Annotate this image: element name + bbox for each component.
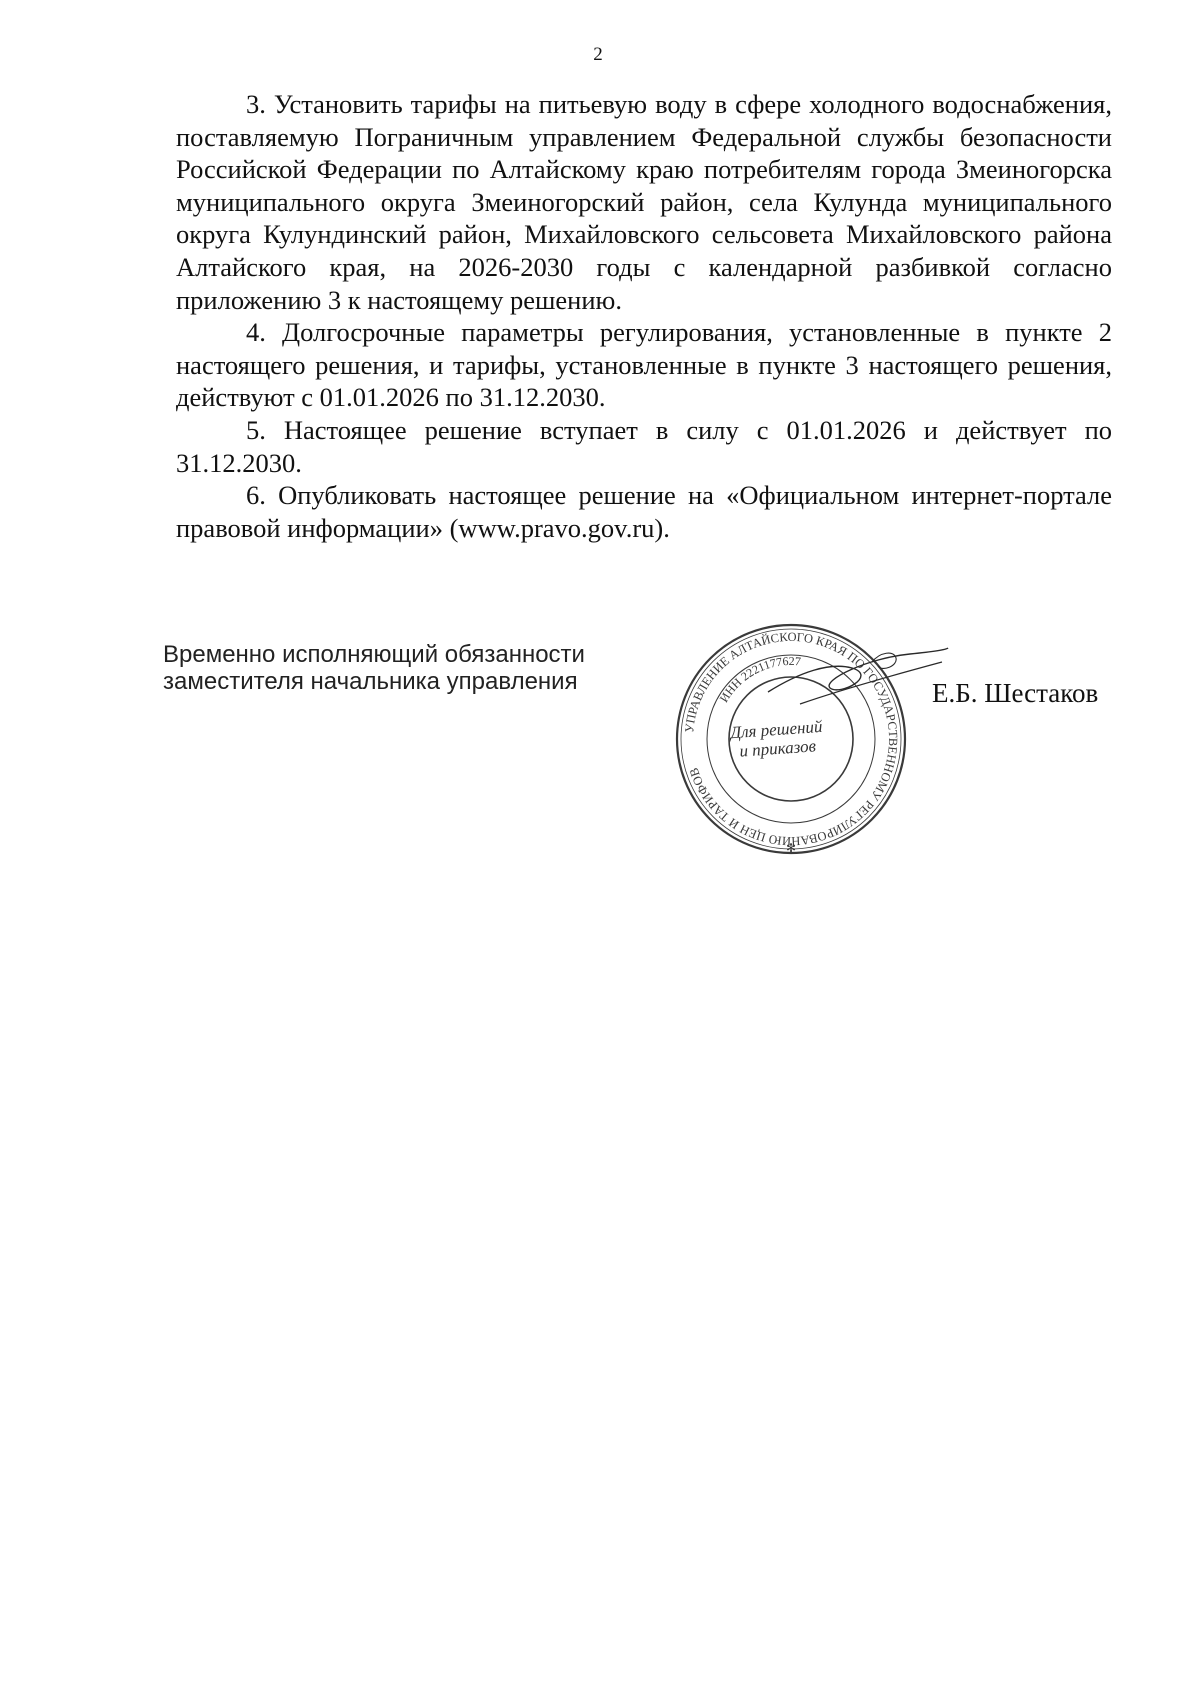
signer-role-line-2: заместителя начальника управления [163, 668, 578, 695]
handwritten-signature [760, 632, 950, 722]
document-body [176, 88, 1112, 544]
paragraph-3: 3. Установить тарифы на питьевую воду в сфере холодного водоснабжения, поставляемую Пограничным управлением Федеральной службы безопасности Российской Федерации по Алтайскому краю потребителям города Змеиногорска муниципального округа Змеиногорский район, села Кулунда муниципального округа Кулундинский район, Михайловского сельсовета Михайловского района Алтайского края, на 2026-2030 годы с календарной разбивкой согласно приложению 3 к настоящему решению. [176, 89, 1112, 315]
signer-name: Е.Б. Шестаков [932, 678, 1099, 708]
stamp-center-line-2: и приказов [738, 736, 817, 761]
stamp-center-text [721, 716, 833, 762]
stamp-inn-text: ИНН 2221177627 [716, 653, 802, 705]
paragraph-4: 4. Долгосрочные параметры регулирования, установленные в пункте 2 настоящего решения, и тарифы, установленные в пункте 3 настоящего решения, действуют с 01.01.2026 по 31.12.2030. [176, 317, 1112, 413]
stamp-center-line-1: Для решений [729, 716, 824, 743]
paragraph-6: 6. Опубликовать настоящее решение на «Официальном интернет-портале правовой информации» (www.pravo.gov.ru). [176, 480, 1112, 543]
signer-role-line-1: Временно исполняющий обязанности [163, 641, 585, 668]
stamp-outer-text: УПРАВЛЕНИЕ АЛТАЙСКОГО КРАЯ ПО ГОСУДАРСТВЕННОМУ РЕГУЛИРОВАНИЮ ЦЕН И ТАРИФОВ [682, 629, 901, 849]
page-number: 2 [593, 44, 603, 65]
signer-role [163, 641, 585, 695]
stamp-star-icon: ✻ [785, 841, 797, 855]
paragraph-5: 5. Настоящее решение вступает в силу с 01.01.2026 и действует по 31.12.2030. [176, 414, 1112, 478]
